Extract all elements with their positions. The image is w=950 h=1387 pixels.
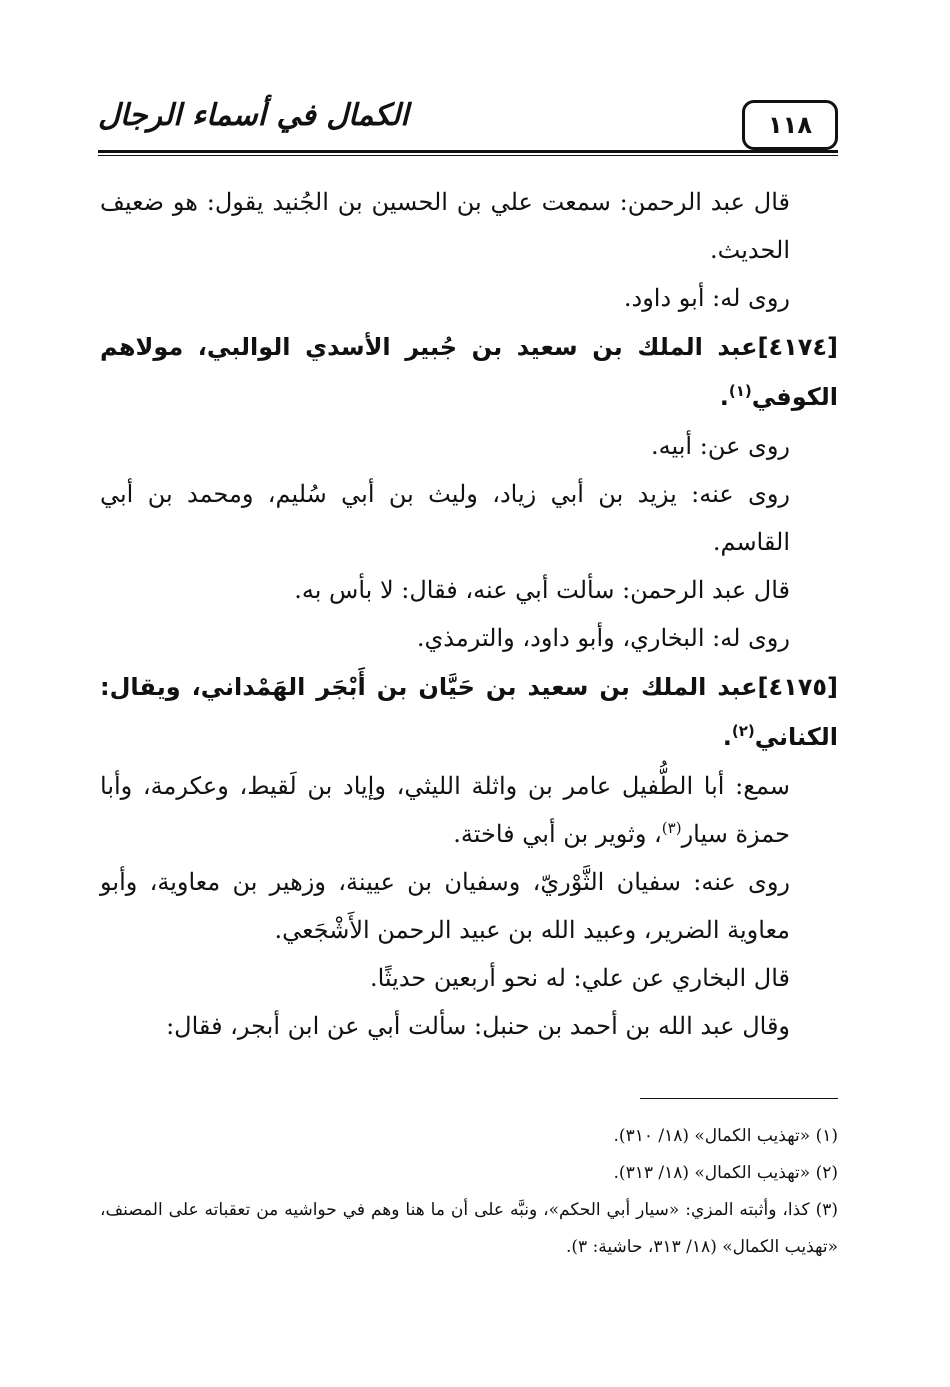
paragraph: قال عبد الرحمن: سألت أبي عنه، فقال: لا بأس به. — [294, 576, 790, 604]
paragraph: روى عنه: سفيان الثَّوْريّ، وسفيان بن عيينة، وزهير بن معاوية، وأبو معاوية الضرير، وعبيد الله بن عبيد الرحمن الأَشْجَعي. — [100, 868, 790, 944]
entry-number: [٤١٧٥] — [757, 673, 838, 701]
footnote-separator — [640, 1098, 838, 1099]
paragraph — [100, 762, 838, 858]
paragraph-text: ، وثوير بن أبي فاختة. — [453, 820, 662, 848]
entry-heading-4174: [٤١٧٤]عبد الملك بن سعيد بن جُبير الأسدي الوالبي، مولاهم الكوفي$^{(١)}$. — [100, 333, 838, 411]
page-header — [98, 92, 838, 152]
header-rule-thin — [98, 155, 838, 156]
footnote-2: (٢) «تهذيب الكمال» (١٨/ ٣١٣). — [613, 1163, 838, 1183]
entry-number: [٤١٧٤] — [757, 333, 838, 361]
main-text — [100, 178, 838, 1050]
entry-heading-4175: [٤١٧٥]عبد الملك بن سعيد بن حَيَّان بن أَبْجَر الهَمْداني، ويقال: الكناني$^{(٢)}$. — [100, 673, 838, 751]
paragraph: روى عنه: يزيد بن أبي زياد، وليث بن أبي سُليم، ومحمد بن أبي القاسم. — [100, 480, 790, 556]
paragraph: روى له: أبو داود. — [623, 284, 790, 312]
page-number: ١١٨ — [742, 100, 838, 150]
paragraph: روى عن: أبيه. — [651, 432, 790, 460]
footnote-ref: (٢) — [731, 722, 755, 740]
paragraph: قال البخاري عن علي: له نحو أربعين حديثًا. — [369, 964, 790, 992]
footnote-3: (٣) كذا، وأثبته المزي: «سيار أبي الحكم»، ونبَّه على أن ما هنا وهم في حواشيه من تعقباته على المصنف، «تهذيب الكمال» (١٨/ ٣١٣، حاشية: ٣). — [100, 1200, 838, 1257]
paragraph: روى له: البخاري، وأبو داود، والترمذي. — [416, 624, 790, 652]
footnotes — [100, 1118, 838, 1266]
paragraph: وقال عبد الله بن أحمد بن حنبل: سألت أبي عن ابن أبجر، فقال: — [166, 1012, 790, 1040]
paragraph: قال عبد الرحمن: سمعت علي بن الحسين بن الجُنيد يقول: هو ضعيف الحديث. — [100, 188, 790, 264]
footnote-1: (١) «تهذيب الكمال» (١٨/ ٣١٠). — [613, 1126, 838, 1146]
header-rule — [98, 150, 838, 153]
footnote-ref: (٣) — [661, 819, 682, 837]
footnote-ref: (١) — [728, 382, 752, 400]
entry-name: عبد الملك بن سعيد بن جُبير الأسدي الوالبي، مولاهم الكوفي — [100, 333, 838, 411]
book-title: الكمال في أسماء الرجال — [98, 98, 409, 133]
entry-name: عبد الملك بن سعيد بن حَيَّان بن أَبْجَر الهَمْداني، ويقال: الكناني — [100, 673, 838, 751]
paragraph-text: سمع: أبا الطُّفيل عامر بن واثلة الليثي، وإياد بن لَقيط، وعكرمة، وأبا حمزة سيار — [100, 772, 790, 848]
